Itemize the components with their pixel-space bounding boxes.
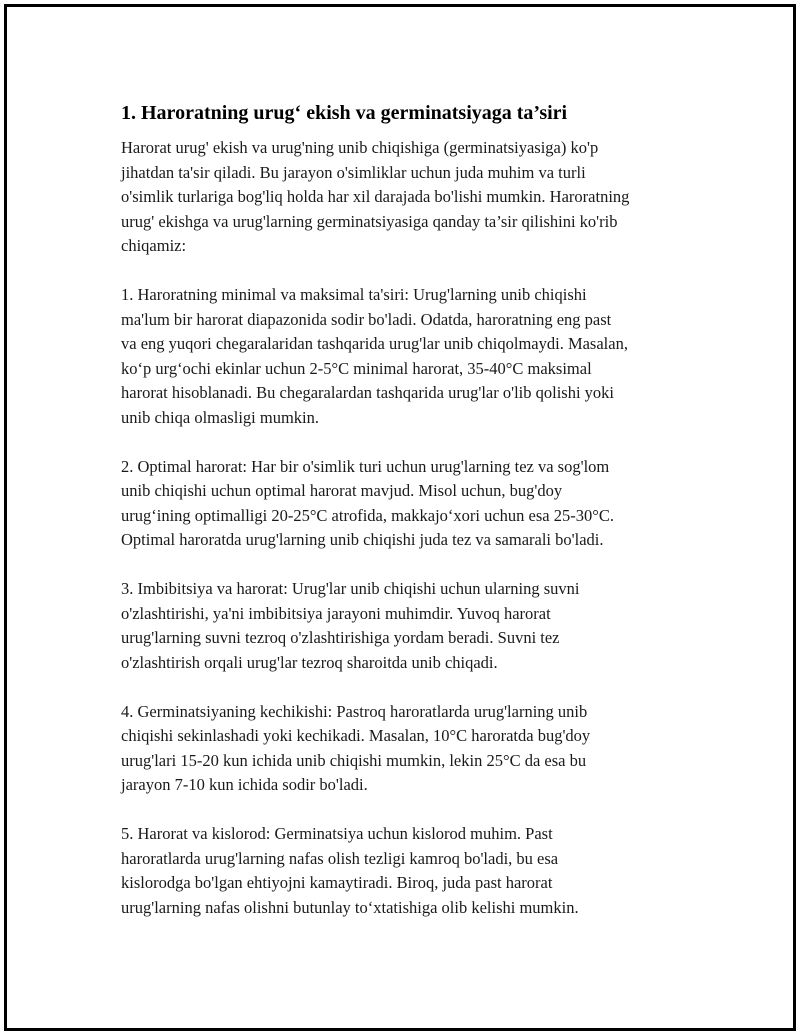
text-line: urug'larning nafas olishni butunlay to‘xtatishiga olib kelishi mumkin.	[121, 897, 579, 917]
text-line: unib chiqa olmasligi mumkin.	[121, 407, 319, 427]
document-body	[121, 100, 701, 945]
text-line: o'zlashtirishi, ya'ni imbibitsiya jarayoni muhimdir. Yuvoq harorat	[121, 603, 551, 623]
text-line: unib chiqishi uchun optimal harorat mavjud. Misol uchun, bug'doy	[121, 481, 563, 500]
page-frame	[4, 4, 796, 1031]
point-1-paragraph	[121, 283, 701, 430]
text-line: 4. Germinatsiyaning kechikishi: Pastroq haroratlarda urug'larning unib	[121, 701, 588, 721]
text-line: ko‘p urg‘ochi ekinlar uchun 2-5°C minimal harorat, 35-40°C maksimal	[121, 358, 592, 378]
point-5-paragraph	[121, 822, 701, 920]
text-line: o'simlik turlariga bog'liq holda har xil darajada bo'lishi mumkin. Haroratning	[121, 187, 630, 206]
text-line: 3. Imbibitsiya va harorat: Urug'lar unib chiqishi uchun ularning suvni	[121, 579, 580, 598]
section-heading: 1. Haroratning urug‘ ekish va germinatsiyaga ta’siri	[121, 102, 568, 124]
text-line: haroratlarda urug'larning nafas olish tezligi kamroq bo'ladi, bu esa	[121, 848, 559, 868]
text-line: urug‘ining optimalligi 20-25°C atrofida, makkajo‘xori uchun esa 25-30°C.	[121, 505, 614, 525]
text-line: urug'lari 15-20 kun ichida unib chiqishi mumkin, lekin 25°C da esa bu	[121, 750, 587, 770]
text-line: jihatdan ta'sir qiladi. Bu jarayon o'simliklar uchun juda muhim va turli	[121, 162, 586, 182]
text-line: 1. Haroratning minimal va maksimal ta'siri: Urug'larning unib chiqishi	[121, 285, 587, 304]
text-line: va eng yuqori chegaralaridan tashqarida urug'lar unib chiqolmaydi. Masalan,	[121, 334, 628, 353]
text-line: urug' ekishga va urug'larning germinatsiyasiga qanday ta’sir qilishini ko'rib	[121, 211, 618, 231]
intro-paragraph	[121, 136, 701, 259]
text-line: chiqamiz:	[121, 236, 187, 255]
point-3-paragraph	[121, 577, 701, 675]
text-line: 2. Optimal harorat: Har bir o'simlik turi uchun urug'larning tez va sog'lom	[121, 456, 610, 476]
text-line: urug'larning suvni tezroq o'zlashtirishiga yordam beradi. Suvni tez	[121, 628, 560, 647]
text-line: chiqishi sekinlashadi yoki kechikadi. Masalan, 10°C haroratda bug'doy	[121, 726, 591, 745]
text-line: Optimal haroratda urug'larning unib chiqishi juda tez va samarali bo'ladi.	[121, 530, 604, 549]
point-4-paragraph	[121, 700, 701, 798]
text-line: o'zlashtirish orqali urug'lar tezroq sharoitda unib chiqadi.	[121, 652, 498, 672]
text-line: 5. Harorat va kislorod: Germinatsiya uchun kislorod muhim. Past	[121, 824, 553, 843]
text-line: Harorat urug' ekish va urug'ning unib chiqishiga (germinatsiyasiga) ko'p	[121, 138, 599, 157]
text-line: kislorodga bo'lgan ehtiyojni kamaytiradi. Biroq, juda past harorat	[121, 873, 553, 892]
text-line: harorat hisoblanadi. Bu chegaralardan tashqarida urug'lar o'lib qolishi yoki	[121, 383, 615, 402]
text-line: ma'lum bir harorat diapazonida sodir bo'ladi. Odatda, haroratning eng past	[121, 309, 612, 329]
text-line: jarayon 7-10 kun ichida sodir bo'ladi.	[121, 775, 368, 794]
point-2-paragraph	[121, 455, 701, 553]
